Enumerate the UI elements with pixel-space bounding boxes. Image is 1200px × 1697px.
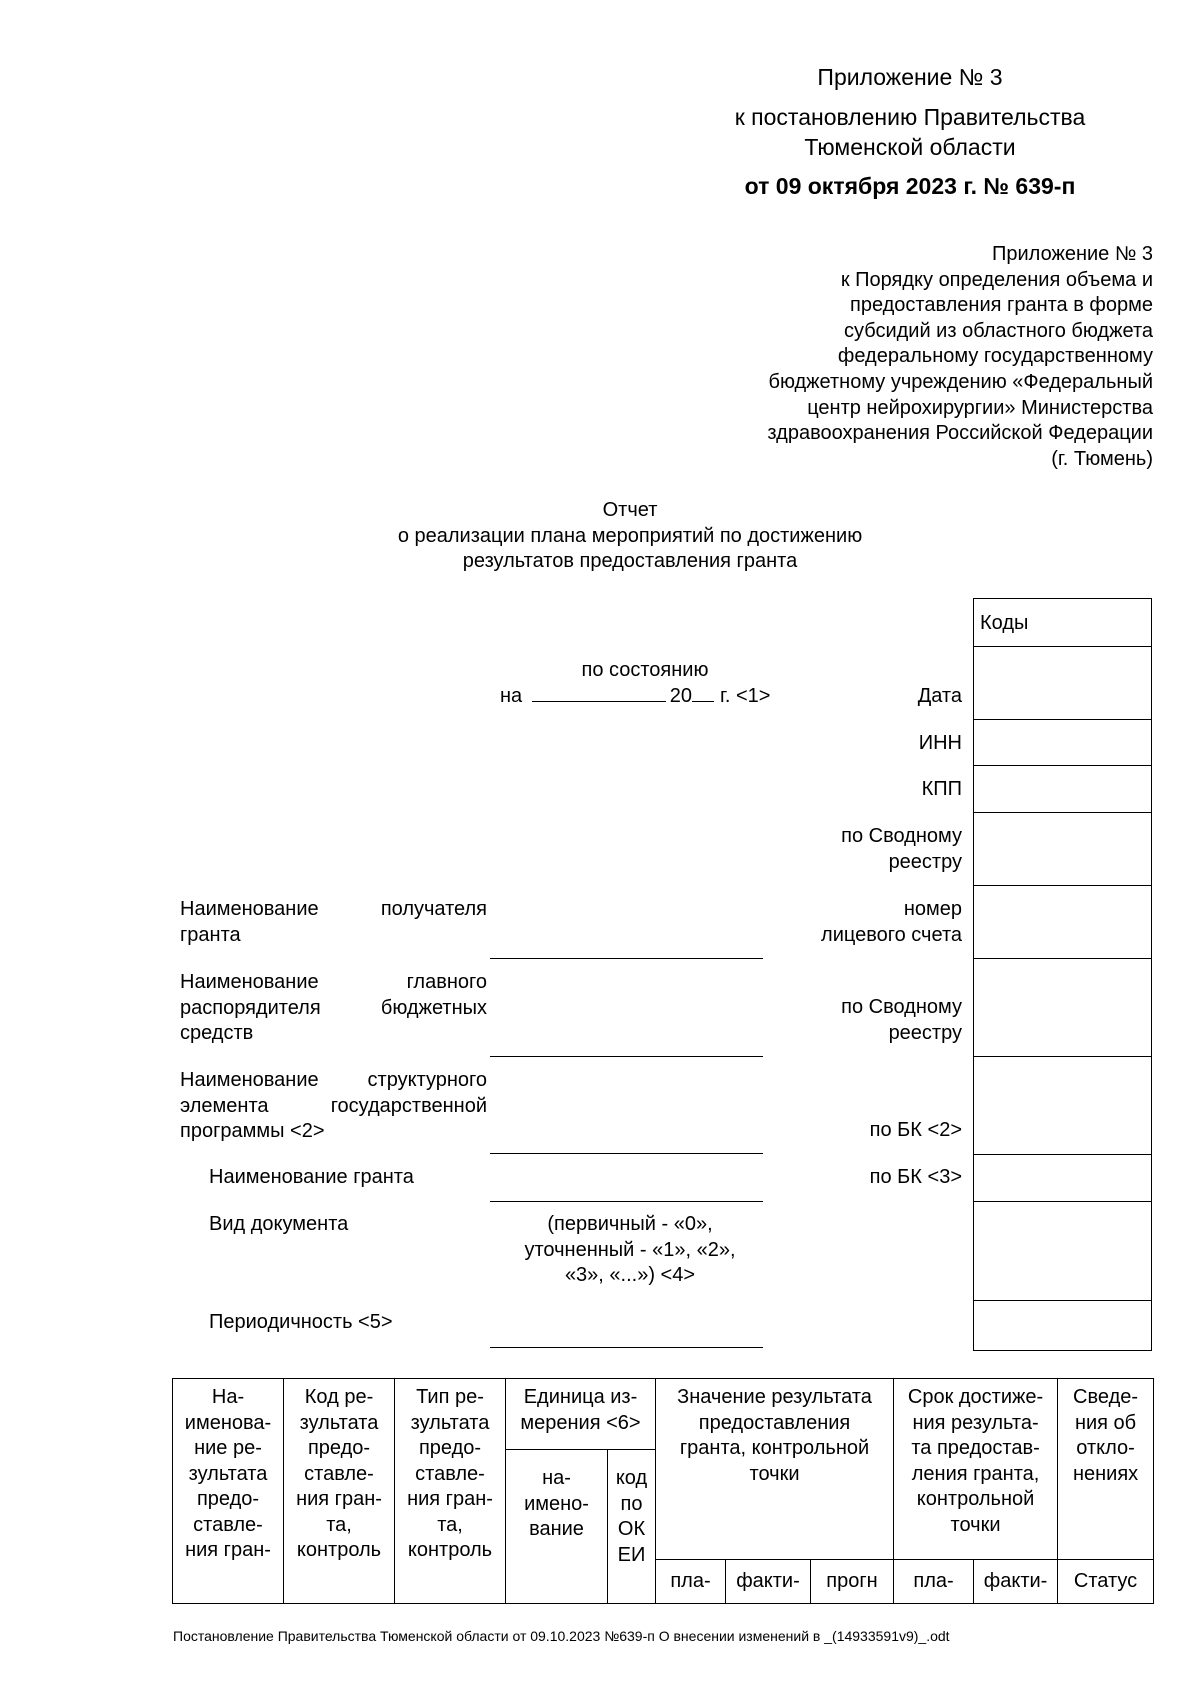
field-struct-word1: Наименование [180,1069,319,1091]
col-value-header: Значение результата предоставления гранта, контрольной точки [656,1379,894,1560]
field-main-manager-label [180,970,487,1047]
as-of-year-blank[interactable] [692,684,714,702]
as-of-suffix: г. <1> [719,685,771,707]
code-cell-kpp[interactable] [974,766,1151,813]
doc-type-note-line3: «3», «...») <4> [564,1264,696,1286]
label-kpp: КПП [921,778,962,800]
page-footer: Постановление Правительства Тюменской области от 09.10.2023 №639-п О внесении изменений в _(14933591v9)_.odt [173,1628,950,1644]
label-inn: ИНН [918,732,962,754]
as-of-label: по состоянию [581,659,709,681]
appendix-line: бюджетному учреждению «Федеральный [768,370,1153,393]
doc-type-note-line1: (первичный - «0», [547,1213,713,1235]
header-resolution-line1: к постановлению Правительства [734,104,1086,130]
appendix-block [767,242,1153,472]
label-svod1-line1: по Сводному [841,825,962,847]
code-cell-date[interactable] [974,647,1151,720]
report-title [350,498,910,575]
grant-name-input-line[interactable] [490,1201,763,1202]
report-title-line3: результатов предоставления гранта [462,550,798,572]
appendix-line: федеральному государственному [837,345,1153,368]
appendix-line: к Порядку определения объема и [840,268,1153,291]
doc-type-note-line2: уточненный - «1», «2», [524,1238,736,1261]
structural-element-input-line[interactable] [490,1153,763,1154]
label-bk2: по БК <2> [869,1119,962,1141]
col-value-fact: факти- [726,1560,811,1604]
field-recipient-word3: гранта [180,923,241,946]
label-bk3: по БК <3> [869,1166,962,1188]
appendix-line: Приложение № 3 [992,243,1153,265]
doc-type-note [490,1212,770,1289]
field-main-word1: Наименование [180,971,319,993]
col-deviation-header: Сведе- ния об откло- нениях [1058,1379,1154,1560]
col-result-name-header: На- именова- ние ре- зультата предо- ставле- ния гран- [173,1379,284,1604]
field-structural-element-label [180,1068,487,1145]
field-main-word4: бюджетных [380,996,487,1019]
field-grant-name-label: Наименование гранта [209,1166,414,1188]
label-svod2 [742,995,962,1046]
code-cell-doc-type[interactable] [974,1202,1151,1301]
periodicity-input-line[interactable] [490,1347,763,1348]
header-appendix-number: Приложение № 3 [817,64,1003,90]
code-cell-bk2[interactable] [974,1057,1151,1155]
col-deadline-plan: пла- [894,1560,974,1604]
code-cell-svod1[interactable] [974,813,1151,886]
field-periodicity-label: Периодичность <5> [209,1311,393,1333]
header-resolution-date: от 09 октября 2023 г. № 639-п [744,173,1076,199]
appendix-line: здравоохранения Российской Федерации [767,422,1153,445]
results-table [172,1378,1154,1604]
col-status: Статус [1058,1560,1154,1604]
code-cell-inn[interactable] [974,720,1151,766]
codes-column [973,598,1152,1351]
label-svod1 [742,824,962,875]
as-of-day-blank[interactable] [532,684,666,702]
report-title-line1: Отчет [602,499,658,521]
col-unit-name-header: на- имено- вание [506,1450,608,1604]
appendix-line: субсидий из областного бюджета [843,319,1153,342]
col-deadline-header: Срок достиже- ния результа- та предостав- ления гранта, контрольной точки [894,1379,1058,1560]
main-manager-input-line[interactable] [490,1056,763,1057]
field-struct-word3: элемента [180,1094,269,1117]
header-resolution [700,102,1120,162]
label-account-line2: лицевого счета [821,923,962,946]
label-svod1-line2: реестру [888,850,962,873]
field-main-word2: главного [406,971,487,993]
codes-header: Коды [974,599,1151,647]
col-unit-code-header: код по ОК ЕИ [608,1450,656,1604]
col-result-code-header: Код ре- зультата предо- ставле- ния гран- та, контроль [284,1379,395,1604]
code-cell-account[interactable] [974,886,1151,959]
code-cell-periodicity[interactable] [974,1301,1151,1350]
field-main-word3: распорядителя [180,996,321,1019]
label-account-line1: номер [903,898,962,920]
field-main-word5: средств [180,1022,254,1044]
field-recipient-word1: Наименование [180,898,319,920]
label-account [742,897,962,948]
field-struct-word4: государственной [330,1094,487,1117]
appendix-line: (г. Тюмень) [1051,447,1153,470]
as-of-year: 20 [669,685,692,707]
field-recipient-label [180,897,487,948]
as-of-prefix: на [500,685,523,707]
col-value-plan: пла- [656,1560,726,1604]
field-struct-word2: структурного [367,1069,487,1091]
code-cell-bk3[interactable] [974,1155,1151,1202]
code-cell-svod2[interactable] [974,959,1151,1057]
label-date: Дата [917,685,962,707]
as-of-date [500,684,800,710]
label-svod2-line1: по Сводному [841,996,962,1018]
appendix-line: предоставления гранта в форме [849,294,1153,317]
appendix-line: центр нейрохирургии» Министерства [807,396,1153,419]
col-deadline-fact: факти- [974,1560,1058,1604]
col-result-type-header: Тип ре- зультата предо- ставле- ния гран- та, контроль [395,1379,506,1604]
header-resolution-line2: Тюменской области [804,134,1016,160]
col-value-forecast: прогн [811,1560,894,1604]
report-title-line2: о реализации плана мероприятий по достижению [397,524,863,547]
field-recipient-word2: получателя [380,898,487,920]
label-svod2-line2: реестру [888,1021,962,1044]
col-unit-header: Единица из- мерения <6> [506,1379,656,1450]
field-doc-type-label: Вид документа [209,1213,349,1235]
recipient-input-line[interactable] [490,958,763,959]
field-struct-word5: программы <2> [180,1120,325,1142]
